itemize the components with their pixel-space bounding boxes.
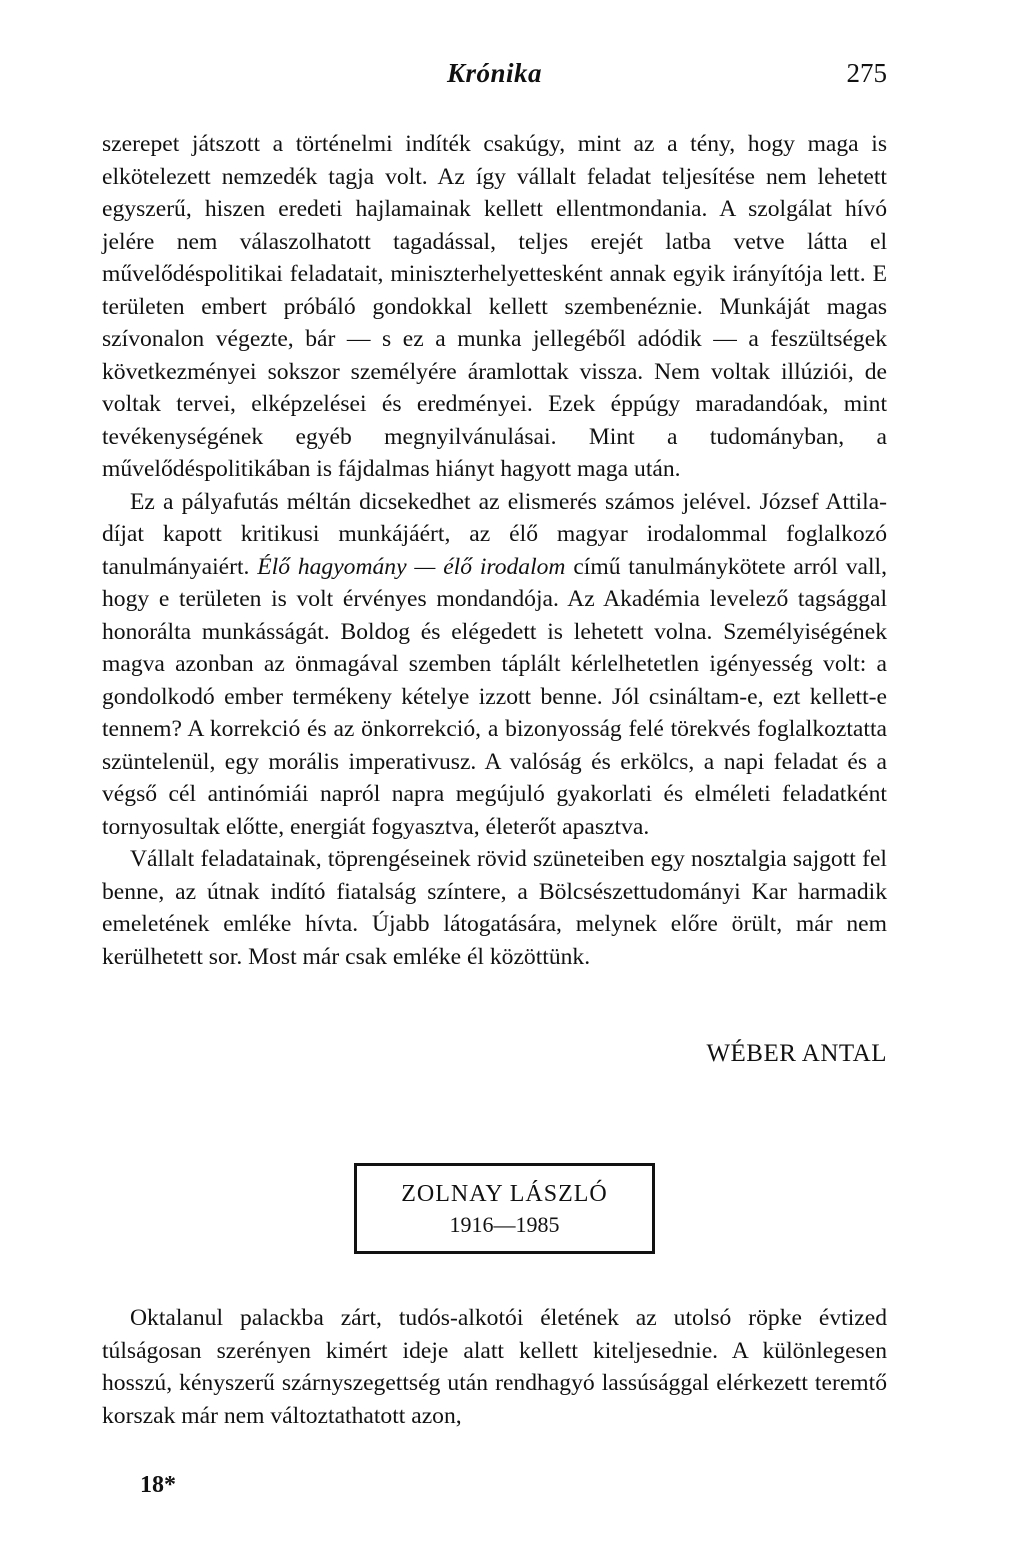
obituary-body: [102, 1302, 887, 1432]
obituary-years: 1916—1985: [449, 1212, 560, 1237]
page-header: [102, 58, 887, 98]
page-number: 275: [846, 58, 887, 88]
article-body: [102, 128, 887, 973]
paragraph-1: szerepet játszott a történelmi indíték csakúgy, mint az a tény, hogy maga is elkötelezett nemzedék tagja volt. Az így vállalt feladat teljesítése nem lehetett egyszerű, hiszen eredeti hajlamainak kellett ellentmondania. A szolgálat hívó jelére nem válaszolhatott tagadással, teljes erejét latba vetve látta el művelődéspolitikai feladatait, miniszterhelyettesként annak egyik irányítója lett. E területen embert próbáló gondokkal kellett szembenéznie. Munkáját magas szívonalon végezte, bár — s ez a munka jellegéből adódik — a feszültségek következményei sokszor személyére áramlottak vissza. Nem voltak illúziói, de voltak tervei, elképzelései és eredményei. Ezek éppúgy maradandóak, mint tevékenységének egyéb megnyilvánulásai. Mint a tudományban, a művelődéspolitikában is fájdalmas hiányt hagyott maga után.: [102, 131, 887, 482]
author-signature: WÉBER ANTAL: [706, 1040, 887, 1067]
obituary-name: ZOLNAY LÁSZLÓ: [401, 1181, 608, 1207]
obituary-paragraph-1: Oktalanul palackba zárt, tudós-alkotói életének az utolsó röpke évtized túlságosan szerényen kimért ideje alatt kellett kiteljesednie. A különlegesen hosszú, kényszerű szárnyszegettség után rendhagyó lassúsággal elérkezett teremtő korszak már nem változtathatott azon,: [102, 1305, 887, 1429]
paragraph-2-text-before: Ez a pályafutás méltán dicsekedhet az elismerés számos jelével. József Attila-díjat kapott kritikusi munkájáért, az élő magyar irodalommal foglalkozó tanulmányaiért.: [102, 488, 887, 580]
book-title: Élő hagyomány — élő irodalom: [257, 553, 566, 580]
paragraph-2: [102, 486, 887, 844]
signature-mark: 18*: [140, 1472, 176, 1498]
running-title: Krónika: [446, 58, 543, 88]
paragraph-3: Vállalt feladatainak, töprengéseinek rövid szüneteiben egy nosztalgia sajgott fel benne, az útnak indító fiatalság színtere, a Bölcsészettudományi Kar harmadik emeletének emléke hívta. Újabb látogatására, melynek előre örült, már nem kerülhetett sor. Most már csak emléke él közöttünk.: [102, 846, 887, 970]
obituary-heading-box: [354, 1163, 655, 1254]
paragraph-2-text-after: című tanulmánykötete arról vall, hogy e területen is volt érvényes mondandója. Az Akadémia levelező tagsággal honorálta munkásságát. Boldog és elégedett is lehetett volna. Személyiségének magva azonban az önmagával szemben táplált kérlelhetetlen igényesség volt: a gondolkodó ember termékeny kételye izzott benne. Jól csináltam-e, ezt kellett-e tennem? A korrekció és az önkorrekció, a bizonyosság felé törekvés foglalkoztatta szüntelenül, egy morális imperativusz. A valóság és erkölcs, a napi feladat és a végső cél antinómiái napról napra megújuló gyakorlati és elméleti feladatként tornyosultak előtte, energiát fogyasztva, életerőt apasztva.: [102, 553, 887, 840]
